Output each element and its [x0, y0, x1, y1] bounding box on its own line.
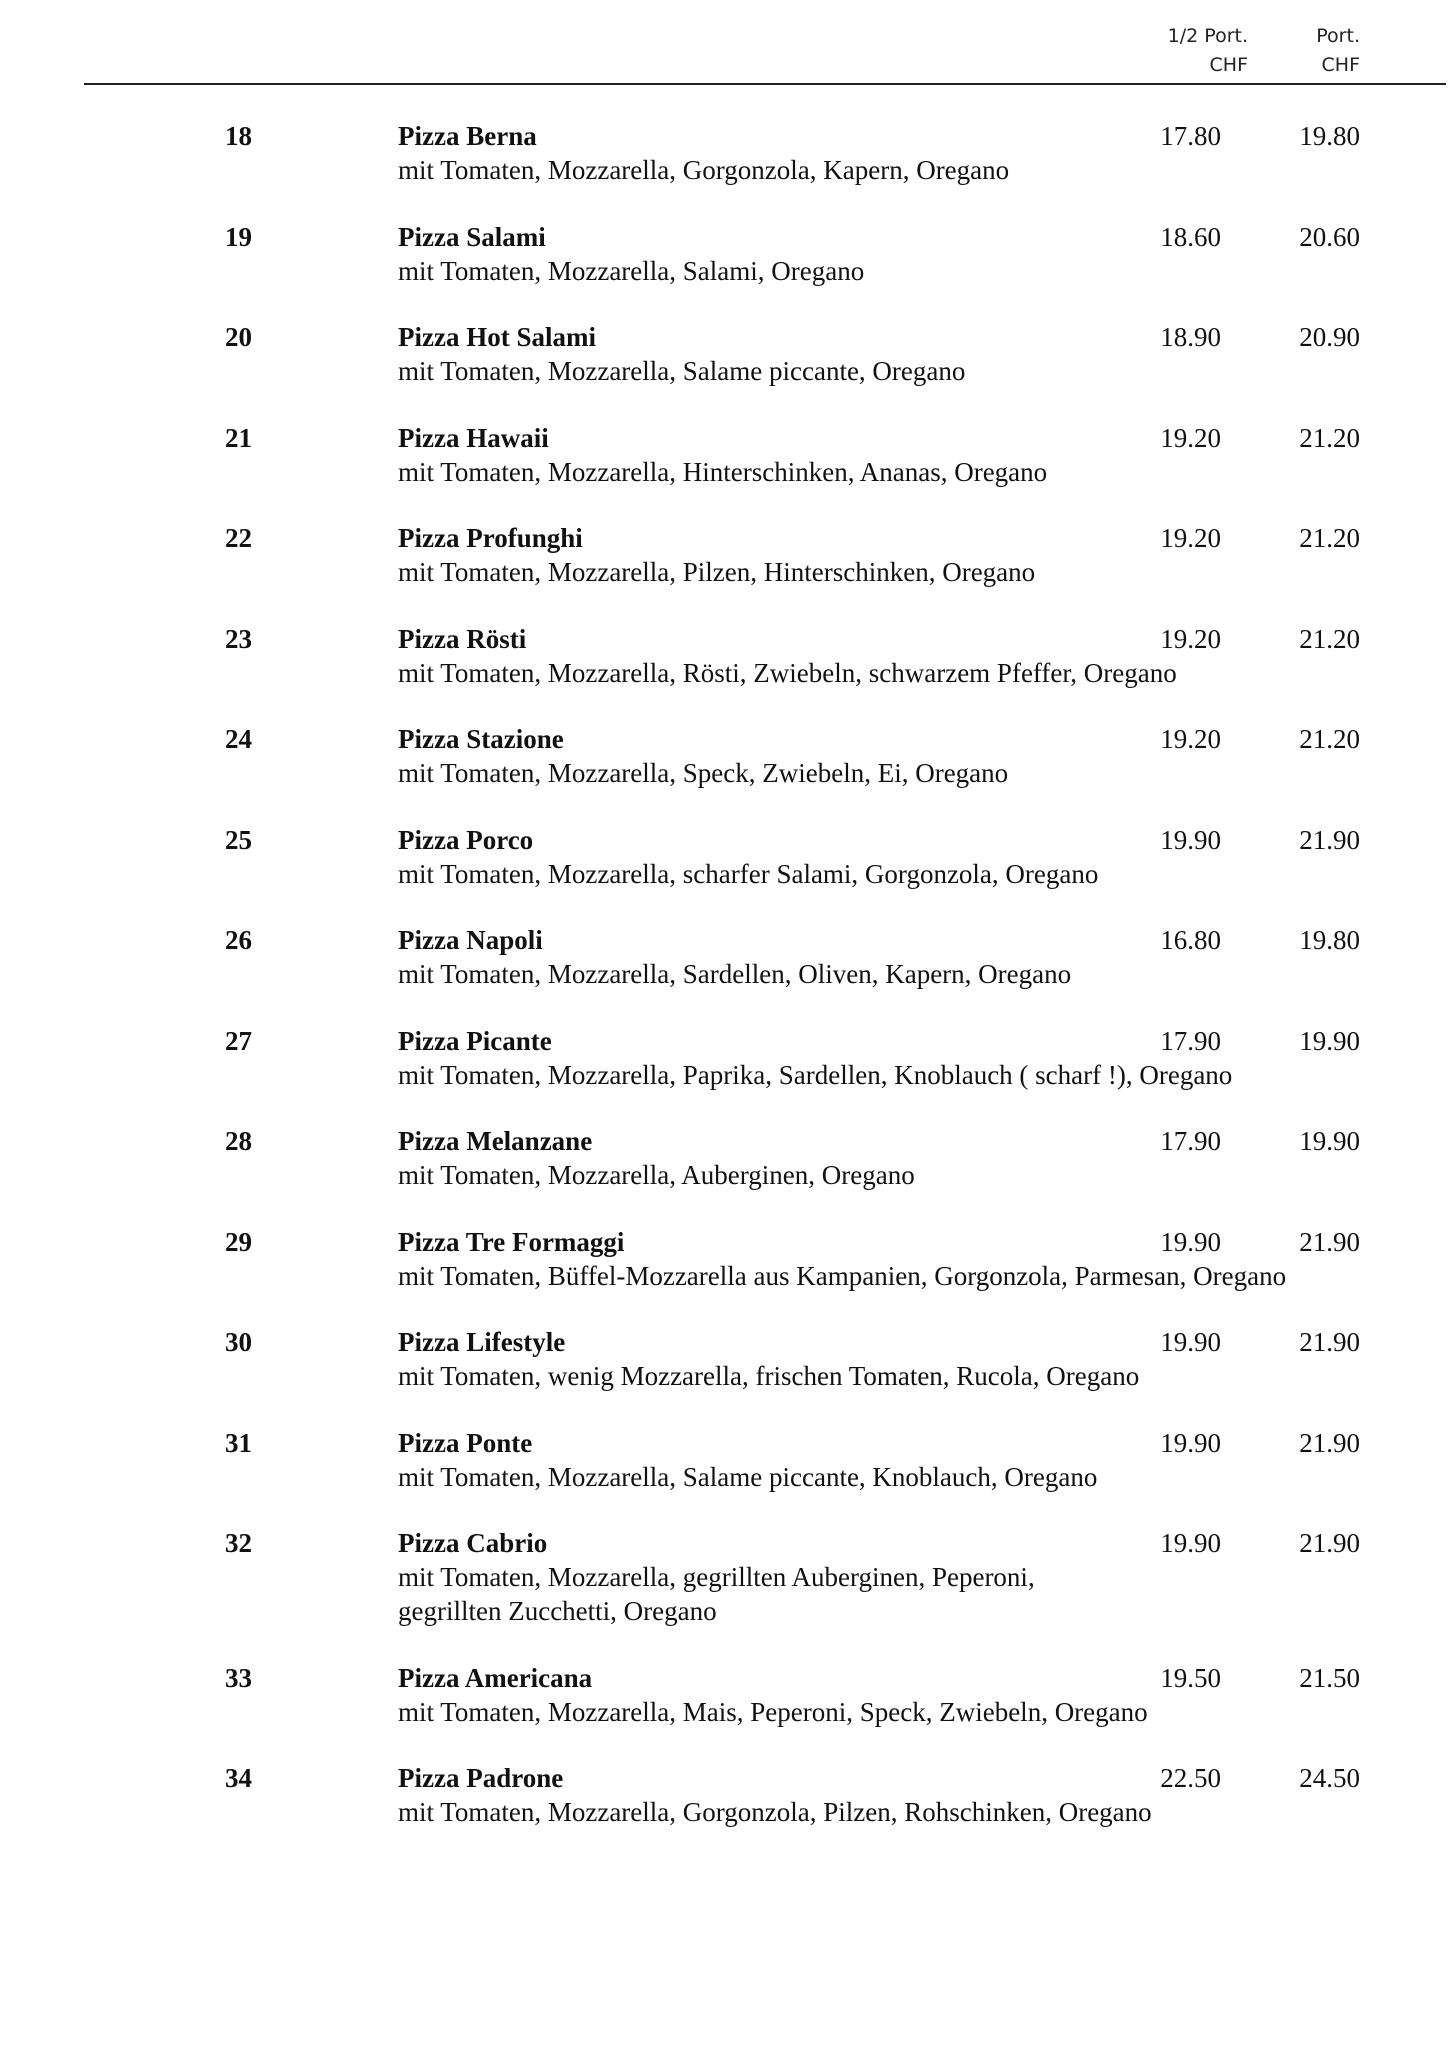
menu-list	[0, 119, 1448, 1862]
item-description: mit Tomaten, Mozzarella, gegrillten Auberginen, Peperoni,	[398, 1562, 1035, 1592]
item-description: mit Tomaten, Mozzarella, Auberginen, Oregano	[398, 1160, 915, 1190]
item-name: Pizza Picante	[398, 1025, 552, 1056]
item-description: mit Tomaten, Mozzarella, Salame piccante, Oregano	[398, 356, 966, 386]
half-portion-price: 22.50	[1160, 1763, 1221, 1793]
full-portion-price: 21.50	[1299, 1662, 1360, 1693]
item-description: mit Tomaten, Mozzarella, Rösti, Zwiebeln, schwarzem Pfeffer, Oregano	[398, 657, 1177, 688]
half-portion-price: 19.20	[1160, 523, 1221, 553]
item-number: 33	[225, 1662, 252, 1693]
item-description: mit Tomaten, Mozzarella, Speck, Zwiebeln, Ei, Oregano	[398, 758, 1009, 788]
half-portion-price: 18.60	[1160, 221, 1221, 252]
item-description: mit Tomaten, Mozzarella, Pilzen, Hinterschinken, Oregano	[398, 557, 1036, 587]
menu-item	[0, 1225, 1448, 1293]
item-name: Pizza Tre Formaggi	[398, 1226, 625, 1257]
item-number: 18	[225, 121, 252, 151]
item-name: Pizza Stazione	[398, 724, 564, 754]
item-name: Pizza Napoli	[398, 925, 543, 955]
half-portion-price: 19.90	[1160, 824, 1221, 855]
item-description-continued: gegrillten Zucchetti, Oregano	[398, 1596, 717, 1626]
half-portion-price: 19.20	[1160, 623, 1221, 654]
item-number: 20	[225, 322, 252, 352]
menu-item	[0, 1325, 1448, 1393]
menu-item	[0, 521, 1448, 589]
menu-item	[0, 119, 1448, 187]
half-portion-price: 17.80	[1160, 121, 1221, 151]
item-number: 19	[225, 221, 252, 252]
item-number: 30	[225, 1327, 252, 1357]
full-portion-price: 21.90	[1299, 1327, 1360, 1357]
menu-item	[0, 823, 1448, 891]
item-number: 27	[225, 1025, 252, 1056]
item-name: Pizza Hot Salami	[398, 322, 596, 352]
item-name: Pizza Melanzane	[398, 1126, 593, 1156]
menu-item	[0, 1024, 1448, 1092]
full-portion-price: 19.80	[1299, 121, 1360, 151]
item-name: Pizza Profunghi	[398, 523, 583, 553]
item-name: Pizza Padrone	[398, 1763, 564, 1793]
half-portion-price: 19.20	[1160, 422, 1221, 453]
menu-item	[0, 1124, 1448, 1192]
menu-item	[0, 1426, 1448, 1494]
menu-item	[0, 320, 1448, 388]
item-description: mit Tomaten, Mozzarella, Sardellen, Oliven, Kapern, Oregano	[398, 959, 1072, 989]
menu-item	[0, 923, 1448, 991]
item-description: mit Tomaten, Mozzarella, Mais, Peperoni, Speck, Zwiebeln, Oregano	[398, 1696, 1148, 1727]
half-portion-price: 18.90	[1160, 322, 1221, 352]
half-portion-currency: CHF	[1209, 54, 1248, 76]
half-portion-price: 19.50	[1160, 1662, 1221, 1693]
item-description: mit Tomaten, Büffel-Mozzarella aus Kampanien, Gorgonzola, Parmesan, Oregano	[398, 1260, 1287, 1291]
full-portion-price: 21.90	[1299, 1226, 1360, 1257]
item-number: 34	[225, 1763, 252, 1793]
half-portion-price: 19.90	[1160, 1226, 1221, 1257]
full-portion-price: 21.20	[1299, 523, 1360, 553]
item-name: Pizza Lifestyle	[398, 1327, 566, 1357]
full-portion-price: 24.50	[1299, 1763, 1360, 1793]
item-name: Pizza Ponte	[398, 1427, 533, 1458]
full-portion-header	[1316, 22, 1360, 80]
menu-item	[0, 722, 1448, 790]
item-number: 29	[225, 1226, 252, 1257]
half-portion-price: 19.20	[1160, 724, 1221, 754]
full-portion-price: 20.90	[1299, 322, 1360, 352]
menu-item	[0, 1761, 1448, 1829]
menu-item	[0, 1526, 1448, 1628]
menu-item	[0, 1661, 1448, 1729]
item-description: mit Tomaten, Mozzarella, scharfer Salami, Gorgonzola, Oregano	[398, 858, 1099, 889]
item-number: 23	[225, 623, 252, 654]
item-number: 25	[225, 824, 252, 855]
item-name: Pizza Berna	[398, 121, 537, 151]
full-portion-price: 21.20	[1299, 422, 1360, 453]
item-description: mit Tomaten, Mozzarella, Salame piccante, Knoblauch, Oregano	[398, 1461, 1098, 1492]
item-name: Pizza Salami	[398, 221, 546, 252]
item-number: 22	[225, 523, 252, 553]
item-name: Pizza Americana	[398, 1662, 593, 1693]
full-portion-price: 21.90	[1299, 824, 1360, 855]
half-portion-label: 1/2 Port.	[1167, 25, 1248, 47]
item-description: mit Tomaten, Mozzarella, Gorgonzola, Pilzen, Rohschinken, Oregano	[398, 1797, 1152, 1827]
item-number: 31	[225, 1427, 252, 1458]
item-description: mit Tomaten, Mozzarella, Salami, Oregano	[398, 255, 865, 286]
item-name: Pizza Hawaii	[398, 422, 549, 453]
half-portion-price: 16.80	[1160, 925, 1221, 955]
half-portion-price: 17.90	[1160, 1025, 1221, 1056]
item-number: 24	[225, 724, 252, 754]
full-portion-label: Port.	[1316, 25, 1360, 47]
item-description: mit Tomaten, Mozzarella, Gorgonzola, Kapern, Oregano	[398, 155, 1010, 185]
header-divider	[84, 83, 1446, 85]
item-description: mit Tomaten, Mozzarella, Paprika, Sardellen, Knoblauch ( scharf !), Oregano	[398, 1059, 1233, 1090]
menu-item	[0, 220, 1448, 288]
half-portion-price: 19.90	[1160, 1327, 1221, 1357]
full-portion-price: 21.20	[1299, 623, 1360, 654]
item-name: Pizza Rösti	[398, 623, 527, 654]
half-portion-price: 17.90	[1160, 1126, 1221, 1156]
full-portion-price: 19.90	[1299, 1025, 1360, 1056]
full-portion-price: 21.90	[1299, 1528, 1360, 1558]
item-number: 26	[225, 925, 252, 955]
item-number: 28	[225, 1126, 252, 1156]
item-description: mit Tomaten, Mozzarella, Hinterschinken, Ananas, Oregano	[398, 456, 1048, 487]
half-portion-header	[1168, 22, 1248, 80]
full-portion-price: 19.90	[1299, 1126, 1360, 1156]
full-portion-price: 19.80	[1299, 925, 1360, 955]
full-portion-currency: CHF	[1321, 54, 1360, 76]
half-portion-price: 19.90	[1160, 1528, 1221, 1558]
menu-item	[0, 622, 1448, 690]
full-portion-price: 21.90	[1299, 1427, 1360, 1458]
full-portion-price: 20.60	[1299, 221, 1360, 252]
item-name: Pizza Porco	[398, 824, 534, 855]
item-number: 32	[225, 1528, 252, 1558]
item-name: Pizza Cabrio	[398, 1528, 548, 1558]
menu-item	[0, 421, 1448, 489]
item-number: 21	[225, 422, 252, 453]
item-description: mit Tomaten, wenig Mozzarella, frischen Tomaten, Rucola, Oregano	[398, 1361, 1140, 1391]
full-portion-price: 21.20	[1299, 724, 1360, 754]
half-portion-price: 19.90	[1160, 1427, 1221, 1458]
